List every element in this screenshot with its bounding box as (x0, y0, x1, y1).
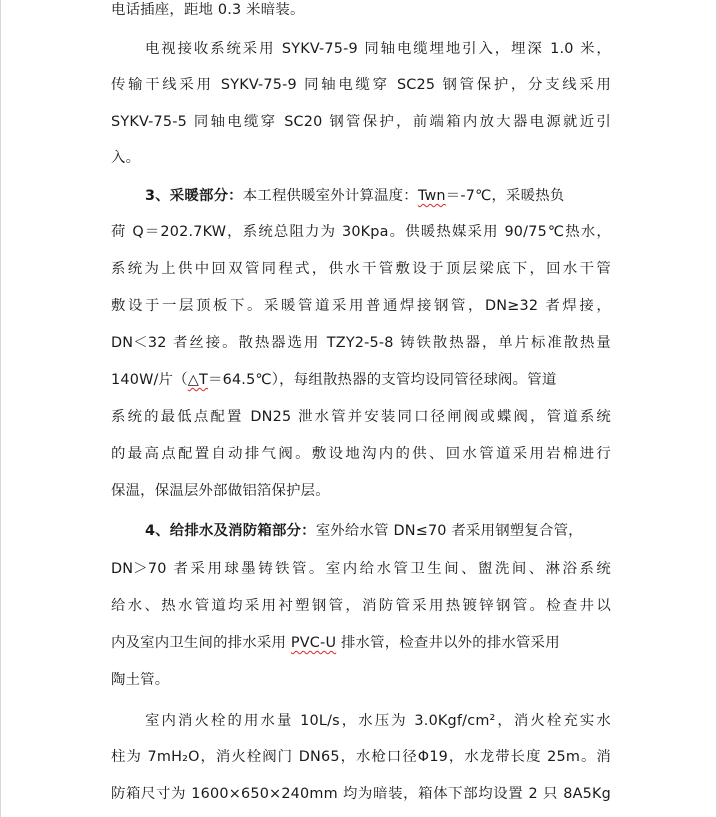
text-line: 系统为上供中回双管同程式，供水干管敷设于顶层梁底下，回水干管 (111, 261, 611, 277)
text-line: 室内消火栓的用水量 10L/s，水压为 3.0Kgf/cm²，消火栓充实水 (145, 713, 611, 729)
section-4-heading: 4、给排水及消防箱部分： (145, 523, 316, 539)
text-line: 电视接收系统采用 SYKV-75-9 同轴电缆埋地引入，埋深 1.0 米， (145, 41, 611, 57)
text-line: 的最高点配置自动排气阀。敷设地沟内的供、回水管道采用岩棉进行 (111, 446, 611, 462)
text-line: DN＞70 者采用球墨铸铁管。室内给水管卫生间、盥洗间、淋浴系统 (111, 561, 611, 577)
text-line (111, 632, 560, 654)
text-line: 系统的最低点配置 DN25 泄水管并安装同口径闸阀或蝶阀，管道系统 (111, 409, 611, 425)
text-line: 电话插座，距地 0.3 米暗装。 (111, 2, 305, 18)
text-line (111, 369, 556, 391)
spellcheck-twn: Twn (417, 188, 446, 204)
text-span: ＝-7℃，采暖热负 (445, 188, 565, 204)
text-line: 给水、热水管道均采用衬塑钢管，消防管采用热镀锌钢管。检查井以 (111, 598, 611, 614)
page-edge-left (0, 0, 1, 817)
text-line: 传输干线采用 SYKV-75-9 同轴电缆穿 SC25 钢管保护，分支线采用 (111, 77, 611, 93)
text-span: ＝64.5℃），每组散热器的支管均设同管径球阀。管道 (208, 372, 557, 388)
text-line: 柱为 7mH₂O，消火栓阀门 DN65，水枪口径Φ19，水龙带长度 25m。消 (111, 749, 611, 765)
section-3-heading: 3、采暖部分： (145, 188, 243, 204)
text-line: 入。 (111, 150, 141, 166)
text-line: 保温，保温层外部做铝箔保护层。 (111, 483, 330, 499)
text-span: 内及室内卫生间的排水采用 (111, 635, 291, 651)
spellcheck-delta-t: △T (187, 372, 208, 388)
spellcheck-pvc: PVC-U (290, 635, 337, 651)
text-span: 本工程供暖室外计算温度： (242, 188, 418, 204)
text-line: 陶土管。 (111, 672, 170, 688)
text-line: SYKV-75-5 同轴电缆穿 SC20 钢管保护，前端箱内放大器电源就近引 (111, 114, 611, 130)
text-line: 荷 Q＝202.7KW，系统总阻力为 30Kpa。供暖热媒采用 90/75℃热水， (111, 224, 611, 240)
section-3-line (145, 185, 564, 207)
section-4-line (145, 520, 583, 542)
text-span: 室外给水管 DN≤70 者采用钢塑复合管， (315, 523, 583, 539)
text-line: 防箱尺寸为 1600×650×240mm 均为暗装，箱体下部均设置 2 只 8A5Kg (111, 786, 611, 802)
text-line: DN＜32 者丝接。散热器选用 TZY2-5-8 铸铁散热器，单片标准散热量 (111, 335, 611, 351)
text-span: 140W/片（ (111, 372, 188, 388)
text-span: 排水管，检查井以外的排水管采用 (336, 635, 560, 651)
text-line: 敷设于一层顶板下。采暖管道采用普通焊接钢管，DN≥32 者焊接， (111, 298, 611, 314)
